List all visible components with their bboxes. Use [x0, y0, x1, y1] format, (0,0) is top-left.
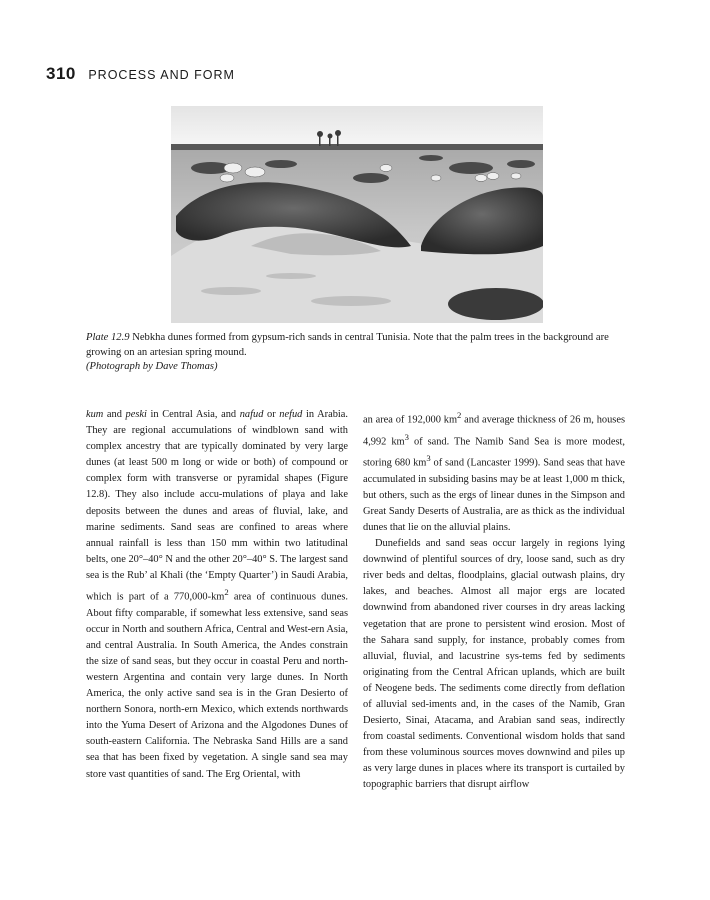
superscript: 2: [457, 410, 462, 420]
term-nafud: nafud: [239, 409, 264, 420]
nebkha-dune-photo: [171, 106, 543, 323]
plate-label: Plate 12.9: [86, 332, 130, 343]
superscript: 2: [224, 587, 229, 598]
term-peski: peski: [125, 409, 147, 420]
paragraph: [86, 407, 348, 783]
photo-credit: (Photograph by Dave Thomas): [86, 361, 218, 373]
text-run: and average thickness of 26 m, houses 4,992 km: [363, 414, 625, 448]
text-run: or: [263, 409, 280, 420]
superscript: 3: [426, 453, 431, 464]
text-run: in Central Asia, and: [146, 409, 240, 420]
superscript: 3: [404, 431, 409, 442]
text-run: in Arabia. They are regional accumulations of windblown sand with complex ancestry that are typically dominated by very large dunes (at least 500 m long or wide or both) of compound or complex form with transverse or pyramidal shapes (Figure 12.8). They also include accu-mulations of playa and lake deposits between the dunes and areas of fluvial, lake, and marine sediments. Sand seas are confined to areas where annual rainfall is less than 150 mm within two latitudinal belts, one 20°–40° N and the other 20°–40° S. The largest sand sea is the Rub’ al Khali (the ‘Empty Quarter’) in Saudi Arabia, which is part of a 770,000-km: [86, 409, 348, 603]
paragraph: [363, 407, 625, 536]
page-header: [46, 64, 235, 84]
text-run: and: [103, 409, 126, 420]
plate-photograph: [171, 106, 543, 323]
running-title: PROCESS AND FORM: [88, 68, 235, 82]
term-nefud: nefud: [279, 409, 303, 420]
text-run: of sand. The Namib Sand Sea is more modest, storing 680 km: [363, 436, 625, 469]
plate-caption-text: Nebkha dunes formed from gypsum-rich sands in central Tunisia. Note that the palm trees in the background are growing on an artesian spring mound.: [86, 332, 609, 358]
page-number: 310: [46, 64, 76, 83]
term-kum: kum: [86, 409, 104, 420]
plate-caption: [86, 331, 631, 375]
right-text-column: [363, 407, 625, 794]
text-run: area of continuous dunes. About fifty comparable, if somewhat less extensive, sand seas occur in North and southern Africa, Central and West-ern Asia, and central Australia. In South America, the Andes constrain the size of sand seas, but they occur in coastal Peru and north-western Argentina and contain very large dunes. In North America, the only active sand sea is in the Gran Desierto of northern Sonora, north-ern Mexico, which extends northwards into the Yuma Desert of Arizona and the Algodones Dunes of south-eastern California. The Nebraska Sand Hills are a sand sea that has been fixed by vegetation. A single sand sea may store vast quantities of sand. The Erg Oriental, with: [86, 591, 348, 780]
text-run: of sand (Lancaster 1999). Sand seas that have accumulated in subsiding basins may be at least 1,000 m thick, but others, such as the ergs of linear dunes in the Simpson and Great Sandy Deserts of Australia, are as thick as the individual dunes that lie on the alluvial plains.: [363, 457, 625, 533]
paragraph: Dunefields and sand seas occur largely in regions lying downwind of plentiful sources of dry, loose sand, such as dry river beds and deltas, floodplains, glacial outwash plains, dry lakes, and beaches. Almost all major ergs are located downwind from abandoned river courses in dry areas lacking vegetation that are prone to persistent wind erosion. Most of the Sahara sand supply, for instance, probably comes from alluvial, fluvial, and lacustrine sys-tems fed by sediments originating from the Central African uplands, which are built of Neogene beds. The sediments come directly from deflation of alluvial sed-iments and, in the cases of the Namib, Gran Desierto, Sinai, Atacama, and Arabian sand seas, indirectly from coastal sediments. Conventional wisdom holds that sand from these voluminous sources moves downwind and piles up as very large dunes in places where its transport is curtailed by topographic barriers that disrupt airflow: [363, 538, 625, 791]
left-text-column: [86, 407, 348, 783]
text-run: an area of 192,000 km: [363, 414, 458, 426]
